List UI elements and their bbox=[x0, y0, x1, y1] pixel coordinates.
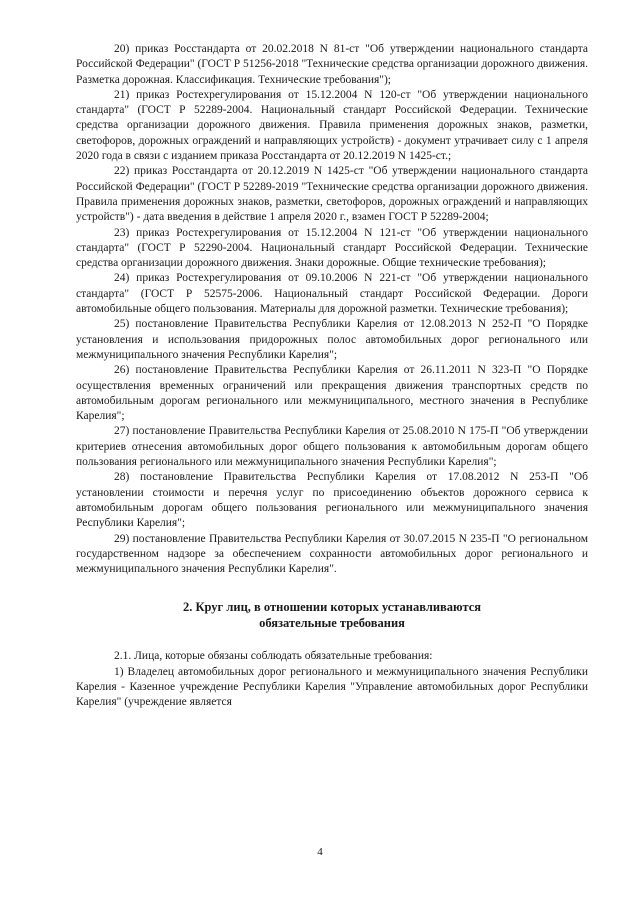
list-item-24: 24) приказ Ростехрегулирования от 09.10.2006 N 221-ст "Об утверждении национального стандарта" (ГОСТ Р 52575-2006. Национальный стандарт Российской Федерации. Дороги автомобильные общего пользования. Материалы для дорожной разметки. Технические требования); bbox=[76, 272, 588, 316]
list-item-23: 23) приказ Ростехрегулирования от 15.12.2004 N 121-ст "Об утверждении национального стандарта" (ГОСТ Р 52290-2004. Национальный стандарт Российской Федерации. Технические средства организации дорожного движения. Знаки дорожные. Общие технические требования); bbox=[76, 226, 588, 270]
clause-2-1: 2.1. Лица, которые обязаны соблюдать обязательные требования: bbox=[114, 650, 433, 663]
section-heading bbox=[76, 599, 588, 631]
section-heading-line-1: 2. Круг лиц, в отношении которых устанавливаются bbox=[182, 600, 482, 615]
list-item-22: 22) приказ Росстандарта от 20.12.2019 N 1425-ст "Об утверждении национального стандарта Российской Федерации" (ГОСТ Р 52289-2019 "Технические средства организации дорожного движения. Правила применения дорожных знаков, разметки, светофоров, дорожных ограждений и направляющих устройств") - дата введения в действие 1 апреля 2020 г., взамен ГОСТ Р 52289-2004; bbox=[76, 165, 588, 224]
list-item-27: 27) постановление Правительства Республики Карелия от 25.08.2010 N 175-П "Об утверждении критериев отнесения автомобильных дорог общего пользования к автомобильным дорогам общего пользования регионального или межмуниципального значения Республики Карелия"; bbox=[76, 425, 588, 469]
list-item-20: 20) приказ Росстандарта от 20.02.2018 N 81-ст "Об утверждении национального стандарта Российской Федерации" (ГОСТ Р 51256-2018 "Технические средства организации дорожного движения. Разметка дорожная. Классификация. Технические требования"); bbox=[76, 43, 588, 86]
list-item-25: 25) постановление Правительства Республики Карелия от 12.08.2013 N 252-П "О Порядке установления и использования придорожных полос автомобильных дорог регионального или межмуниципального значения Республики Карелия"; bbox=[76, 318, 588, 361]
list-item-28: 28) постановление Правительства Республики Карелия от 17.08.2012 N 253-П "Об установлении стоимости и перечня услуг по присоединению объектов дорожного сервиса к автомобильным дорогам общего пользования регионального или межмуниципального значения Республики Карелия"; bbox=[76, 471, 588, 530]
list-item-21: 21) приказ Ростехрегулирования от 15.12.2004 N 120-ст "Об утверждении национального стандарта" (ГОСТ Р 52289-2004. Национальный стандарт Российской Федерации. Технические средства организации дорожного движения. Правила применения дорожных знаков, разметки, светофоров, дорожных ограждений и направляющих устройств) - документ утрачивает силу с 1 апреля 2020 года в связи с изданием приказа Росстандарта от 20.12.2019 N 1425-ст.; bbox=[76, 88, 588, 163]
document-body bbox=[76, 42, 588, 711]
list-item-29: 29) постановление Правительства Республики Карелия от 30.07.2015 N 235-П "О региональном государственном надзоре за обеспечением сохранности автомобильных дорог регионального и межмуниципального значения Республики Карелия". bbox=[76, 532, 588, 576]
section-heading-line-2: обязательные требования bbox=[259, 616, 405, 631]
page-number: 4 bbox=[317, 846, 323, 858]
clause-2-1-item-1: 1) Владелец автомобильных дорог регионального и межмуниципального значения Республики Карелия - Казенное учреждение Республики Карелия "Управление автомобильных дорог Республики Карелия" (учреждение является bbox=[76, 665, 588, 709]
list-item-26: 26) постановление Правительства Республики Карелия от 26.11.2011 N 323-П "О Порядке осуществления временных ограничений или прекращения движения транспортных средств по автомобильным дорогам регионального или межмуниципального, местного значения в Республике Карелия"; bbox=[76, 364, 588, 423]
